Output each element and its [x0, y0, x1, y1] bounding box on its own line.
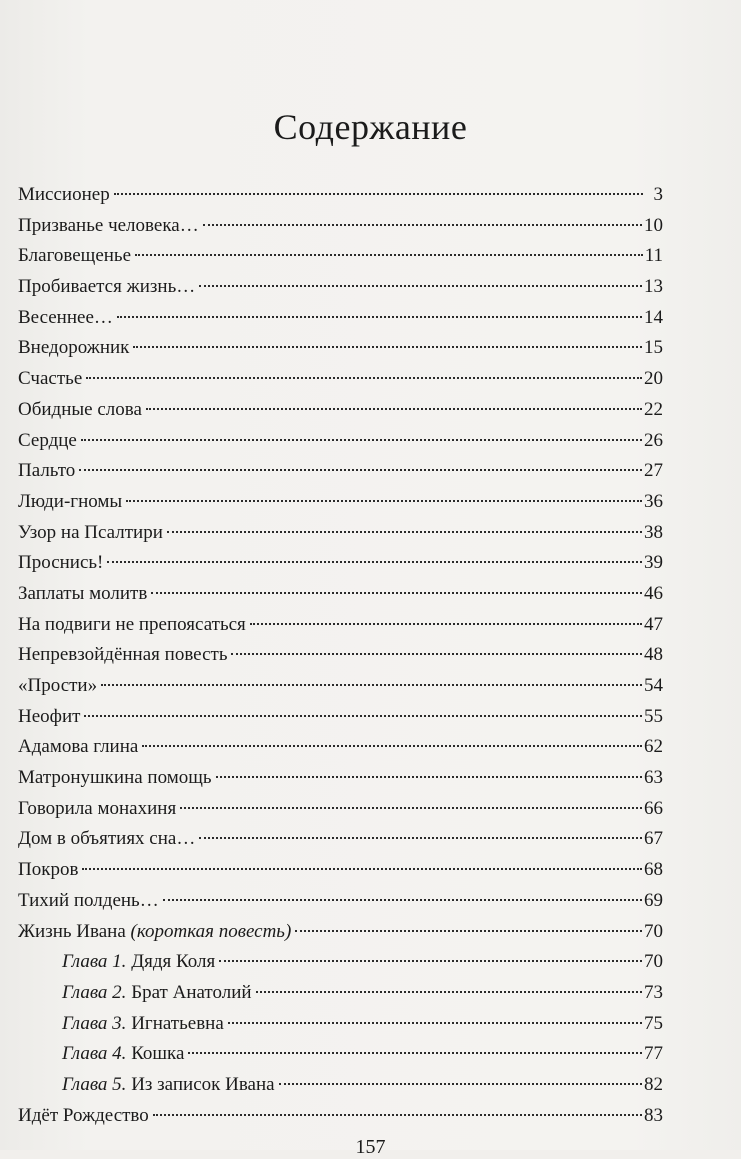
toc-page-number: 13: [644, 276, 663, 298]
toc-entry-title: Неофит: [18, 705, 81, 727]
toc-entry-title: Проснись!: [18, 552, 104, 574]
toc-entry-title: Заплаты молитв: [18, 582, 148, 604]
toc-entry-title: Тихий полдень…: [18, 889, 159, 911]
chapter-prefix: Глава 5.: [62, 1073, 127, 1095]
toc-page-number: 77: [644, 1043, 663, 1065]
toc-page-number: 3: [653, 184, 663, 205]
toc-page-number: 47: [644, 613, 663, 635]
toc-entry[interactable]: [18, 395, 663, 426]
toc-entry-subtitle: (короткая повесть): [130, 920, 292, 942]
toc-entry-title: Люди-гномы: [18, 490, 123, 512]
dot-leader: [126, 500, 642, 502]
toc-entry-title-text: Жизнь Ивана: [18, 920, 126, 942]
toc-page-number: 38: [644, 521, 663, 543]
toc-subentry[interactable]: [18, 1009, 663, 1040]
dot-leader: [146, 408, 642, 410]
dot-leader: [250, 623, 642, 625]
dot-leader: [167, 531, 642, 533]
toc-entry[interactable]: [18, 456, 663, 487]
toc-subentry[interactable]: [18, 1070, 663, 1101]
dot-leader: [180, 807, 642, 809]
toc-entry-title: Весеннее…: [18, 306, 113, 328]
dot-leader: [228, 1022, 642, 1024]
toc-entry[interactable]: [18, 610, 663, 641]
toc-entry-title: Адамова глина: [18, 736, 139, 758]
toc-entry-title: «Прости»: [18, 675, 98, 696]
toc-entry[interactable]: [18, 272, 663, 303]
toc-entry[interactable]: [18, 518, 663, 549]
toc-subentry[interactable]: [18, 947, 663, 978]
toc-page-number: 14: [644, 306, 663, 328]
toc-entry-title: Миссионер: [18, 184, 110, 205]
chapter-title: Дядя Коля: [131, 951, 216, 973]
dot-leader: [84, 715, 642, 717]
toc-page-number: 62: [644, 736, 663, 758]
dot-leader: [142, 745, 642, 747]
toc-entry[interactable]: [18, 763, 663, 794]
toc-page-number: 11: [644, 245, 663, 267]
toc-entry[interactable]: [18, 180, 663, 211]
dot-leader: [279, 1083, 642, 1085]
toc-entry[interactable]: [18, 548, 663, 579]
toc-entry[interactable]: [18, 579, 663, 610]
dot-leader: [231, 653, 642, 655]
toc-page-number: 82: [644, 1073, 663, 1095]
dot-leader: [256, 991, 642, 993]
dot-leader: [203, 224, 642, 226]
toc-entry-title: На подвиги не препоясаться: [18, 613, 246, 635]
toc-page-number: 20: [644, 368, 663, 390]
toc-entry-title: [62, 1009, 226, 1039]
chapter-prefix: Глава 3.: [62, 1012, 127, 1034]
toc-entry-title: [62, 978, 254, 1008]
dot-leader: [81, 439, 642, 441]
toc-page-number: 22: [644, 398, 663, 420]
toc-entry-title: Призванье человека…: [18, 214, 199, 236]
toc-page-number: 27: [644, 460, 663, 482]
toc-entry[interactable]: [18, 824, 663, 855]
dot-leader: [135, 254, 643, 256]
dot-leader: [219, 960, 642, 962]
toc-entry-title: Пальто: [18, 460, 76, 482]
toc-entry-title: Говорила монахиня: [18, 797, 177, 819]
dot-leader: [153, 1114, 642, 1116]
toc-page-number: 48: [644, 644, 663, 666]
toc-entry[interactable]: [18, 640, 663, 671]
toc-page-number: 54: [644, 675, 663, 696]
toc-entry-title: Счастье: [18, 368, 83, 390]
toc-page-number: 69: [644, 889, 663, 911]
dot-leader: [107, 561, 642, 563]
toc-entry[interactable]: [18, 211, 663, 242]
dot-leader: [114, 193, 643, 195]
chapter-prefix: Глава 4.: [62, 1043, 127, 1065]
toc-entry[interactable]: [18, 364, 663, 395]
page-number: 157: [355, 1136, 386, 1158]
toc-entry[interactable]: [18, 855, 663, 886]
toc-entry-title: Непревзойдённая повесть: [18, 644, 228, 666]
dot-leader: [79, 469, 642, 471]
toc-page-number: 46: [644, 582, 663, 604]
chapter-prefix: Глава 1.: [62, 951, 127, 973]
toc-page-number: 26: [644, 429, 663, 451]
dot-leader: [133, 346, 642, 348]
toc-page-number: 66: [644, 797, 663, 819]
toc-page-number: 83: [644, 1104, 663, 1126]
dot-leader: [199, 837, 642, 839]
toc-entry-title: [18, 917, 293, 947]
chapter-prefix: Глава 2.: [62, 981, 127, 1003]
toc-entry[interactable]: [18, 917, 663, 948]
chapter-title: Игнатьевна: [131, 1012, 224, 1034]
page-title: Содержание: [273, 107, 468, 147]
toc-entry[interactable]: [18, 671, 663, 702]
toc-entry[interactable]: [18, 426, 663, 457]
dot-leader: [163, 899, 642, 901]
dot-leader: [216, 776, 642, 778]
dot-leader: [101, 684, 642, 686]
toc-entry[interactable]: [18, 702, 663, 733]
toc-entry-title: Узор на Псалтири: [18, 521, 163, 543]
toc-entry[interactable]: [18, 303, 663, 334]
toc-page-number: 39: [644, 552, 663, 574]
toc-entry[interactable]: [18, 241, 663, 272]
toc-entry-title: Обидные слова: [18, 398, 142, 420]
dot-leader: [117, 316, 642, 318]
toc-page-number: 63: [644, 767, 663, 789]
dot-leader: [188, 1052, 642, 1054]
toc-subentry[interactable]: [18, 1039, 663, 1070]
toc-entry-title: Внедорожник: [18, 337, 130, 359]
toc-page-number: 67: [644, 828, 663, 850]
toc-page-number: 15: [644, 337, 663, 359]
toc-page-number: 70: [644, 920, 663, 942]
toc-entry[interactable]: [18, 886, 663, 917]
toc-page-number: 73: [644, 981, 663, 1003]
toc-entry-title: Идёт Рождество: [18, 1104, 149, 1126]
toc-entry-title: Благовещенье: [18, 245, 132, 267]
chapter-title: Кошка: [131, 1043, 185, 1065]
toc-entry[interactable]: [18, 732, 663, 763]
chapter-title: Брат Анатолий: [131, 981, 252, 1003]
table-of-contents: [18, 180, 663, 1131]
toc-entry-title: [62, 1070, 277, 1100]
toc-entry[interactable]: [18, 1101, 663, 1132]
toc-page-number: 55: [644, 705, 663, 727]
toc-entry-title: Покров: [18, 859, 79, 881]
toc-entry[interactable]: [18, 333, 663, 364]
toc-entry-title: [62, 947, 217, 977]
toc-page-number: 75: [644, 1012, 663, 1034]
chapter-title: Из записок Ивана: [131, 1073, 275, 1095]
toc-page-number: 10: [644, 214, 663, 236]
toc-page-number: 36: [644, 490, 663, 512]
toc-entry-title: Пробивается жизнь…: [18, 276, 196, 298]
toc-page-number: 68: [644, 859, 663, 881]
toc-entry[interactable]: [18, 487, 663, 518]
toc-entry[interactable]: [18, 794, 663, 825]
toc-entry-title: Сердце: [18, 429, 77, 451]
dot-leader: [86, 377, 642, 379]
dot-leader: [82, 868, 642, 870]
toc-entry-title: [62, 1039, 186, 1069]
dot-leader: [295, 930, 642, 932]
toc-page-number: 70: [644, 951, 663, 973]
toc-entry-title: Дом в объятиях сна…: [18, 828, 196, 850]
toc-entry-title: Матронушкина помощь: [18, 767, 212, 789]
dot-leader: [199, 285, 642, 287]
dot-leader: [151, 592, 642, 594]
toc-subentry[interactable]: [18, 978, 663, 1009]
